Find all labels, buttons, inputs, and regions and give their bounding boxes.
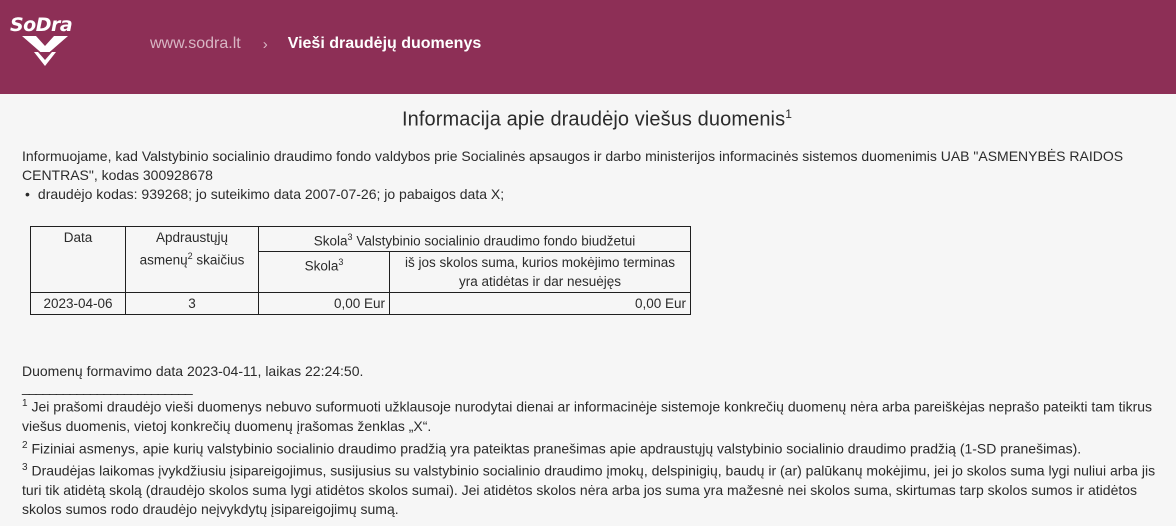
main-content [0,94,1172,519]
col-date-header: Data [31,226,126,293]
site-header [0,0,1176,94]
debt-footnote-ref: 3 [338,257,344,268]
intro-paragraph: Informuojame, kad Valstybinio socialinio draudimo fondo valdybos prie Socialinės apsaugos ir darbo ministerijos informacinės sistemos duomenimis UAB "ASMENYBĖS RAIDOS CENTRAS", kodas 300928678 [22,147,1124,183]
logo-emblem-icon [22,36,68,66]
breadcrumb-current: Vieši draudėjų duomenys [287,35,482,52]
cell-debt: 0,00 Eur [259,293,390,315]
title-footnote-ref: 1 [785,107,792,121]
cell-date: 2023-04-06 [31,293,126,315]
footnote-3-number: 3 [22,462,28,474]
count-header-line1: Apdraustųjų [155,229,229,245]
cell-deferred: 0,00 Eur [390,293,691,315]
table-header-row [31,226,691,252]
page-title-text: Informacija apie draudėjo viešus duomenis [402,108,786,131]
group-footnote-ref: 3 [347,231,353,242]
footnote-divider: _________________________ [22,379,192,396]
generated-timestamp: Duomenų formavimo data 2023-04-11, laikas 22:24:50. [22,363,364,380]
col-debt-header [259,252,390,293]
count-header-line2: asmenų [139,252,188,268]
group-header-skola: Skola [313,233,348,249]
col-deferred-header: iš jos skolos suma, kurios mokėjimo terminas yra atidėtas ir dar nesuėjęs [390,252,691,293]
footnote-2-text: Fiziniai asmenys, apie kurių valstybinio socialinio draudimo pradžią yra pateiktas pranešimas apie apdraustųjų valstybinio socialinio draudimo pradžią (1-SD pranešimas). [31,440,1082,457]
count-header-line2b: skaičius [196,252,245,268]
col-count-header [126,226,259,293]
table-row [31,293,691,315]
insurer-code-item: • draudėjo kodas: 939268; jo suteikimo data 2007-07-26; jo pabaigos data X; [22,185,1172,204]
logo-text: SoDra [10,14,73,36]
chevron-right-icon: › [262,35,268,53]
footnote-3-text: Draudėjas laikomas įvykdžiusiu įsipareigojimus, susijusius su valstybinio socialinio draudimo įmokų, delspinigių, baudų ir (ar) palūkanų mokėjimu, jei jo skolos suma lygi nuliui arba jis turi tik atidėtą skolą (draudėjo skolos suma lygi atidėtos skolos sumai). Jei atidėtos skolos nėra arba jos suma yra mažesnė nei skolos suma, skirtumas tarp skolos sumos ir atidėtos skolos sumos rodo draudėjo neįvykdytų įsipareigojimų sumą. [22,463,1156,518]
cell-count: 3 [126,293,259,315]
count-footnote-ref: 2 [187,250,193,261]
page-title [22,94,1172,132]
breadcrumb-home-link[interactable]: www.sodra.lt [150,35,241,52]
col-group-header [259,226,691,252]
footnote-3 [22,458,1172,519]
breadcrumb [150,35,481,53]
footnote-2-number: 2 [22,439,28,451]
debt-header-text: Skola [304,258,339,274]
footnote-1-text: Jei prašomi draudėjo vieši duomenys nebuvo suformuoti užklausoje nurodytai dienai ar informacinėje sistemoje konkrečių duomenų nėra arba pareiškėjas neprašo pateikti tam tikrus viešus duomenis, vietoj konkrečių duomenų įrašomas ženklas „X“. [22,398,1153,434]
footnote-1 [22,394,1172,436]
footnote-1-number: 1 [22,398,28,410]
footnote-2 [22,436,1172,459]
group-header-text: Valstybinio socialinio draudimo fondo biudžetui [356,233,636,249]
sodra-logo[interactable] [10,14,88,70]
debt-table [30,226,691,316]
